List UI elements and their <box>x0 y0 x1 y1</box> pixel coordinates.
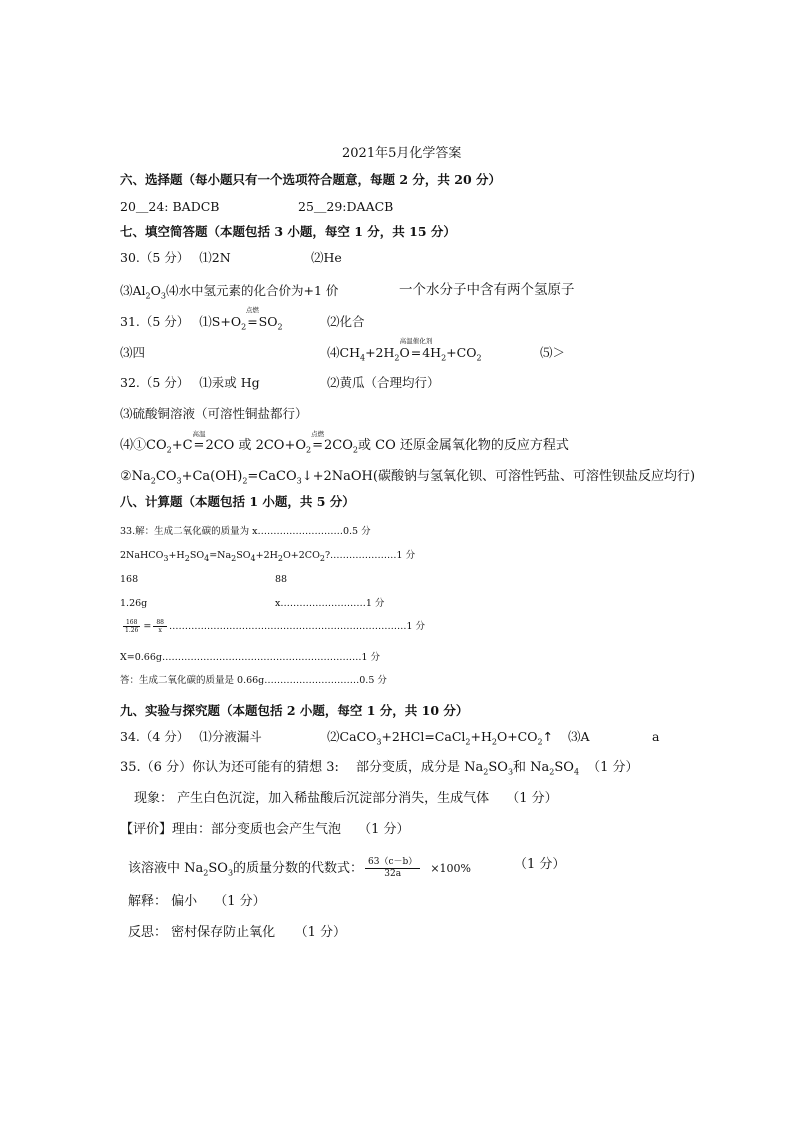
sub: 2 <box>476 353 482 363</box>
sub: 2 <box>231 553 237 563</box>
q35-part: 和 Na <box>513 760 550 775</box>
sub: 2 <box>306 445 312 455</box>
q31-part4c: O <box>399 345 410 360</box>
fraction-denominator: x <box>158 627 162 634</box>
fraction-denominator: 32a <box>384 869 402 879</box>
sub: 2 <box>203 868 209 878</box>
reaction-equals: 高温 = <box>192 430 206 453</box>
sub: 2 <box>150 476 156 486</box>
page-title: 2021年5月化学答案 <box>342 146 462 161</box>
reaction-equals: 点燃 = <box>311 430 325 453</box>
q31-part4a: ⑷CH <box>327 345 360 360</box>
reaction-condition: 点燃 <box>311 430 325 438</box>
q31-part1b: SO <box>258 314 278 329</box>
sub: 2 <box>549 767 555 777</box>
q35-explanation: 解释： 偏小 （1 分） <box>128 894 266 909</box>
q30-part4: 一个水分子中含有两个氢原子 <box>399 282 575 298</box>
q30-part3b: O <box>150 283 161 298</box>
q31-part4b: +2H <box>365 345 395 360</box>
q32-label: 32.（5 分） <box>120 375 190 390</box>
sub: 4 <box>573 767 580 777</box>
q31-part4e: +CO <box>446 345 477 360</box>
sub: 3 <box>227 868 234 878</box>
q32-part4e: 或 CO 还原金属氧化物的反应方程式 <box>358 438 569 453</box>
q32-part1: ⑴汞或 Hg <box>199 375 260 390</box>
q31-part2: ⑵化合 <box>327 314 365 329</box>
q31-part1: ⑴S+O <box>199 314 242 329</box>
calc-equation <box>120 548 415 564</box>
eq-part: SO <box>236 550 251 561</box>
q32-line1 <box>120 375 260 391</box>
answers-20-24: 20＿24: BADCB <box>120 199 220 214</box>
sub: 2 <box>241 322 247 332</box>
sub: 2 <box>483 767 489 777</box>
eq-part: O+2CO <box>283 550 320 561</box>
fraction-numerator: 168 <box>123 619 140 627</box>
q31-part3: ⑶四 <box>120 345 146 360</box>
q32-part3: ⑶硫酸铜溶液（可溶性铜盐都行） <box>120 406 308 421</box>
q35-formula-line <box>128 857 471 880</box>
sub: 3 <box>176 476 182 486</box>
q34-label: 34.（4 分） <box>120 729 190 744</box>
sub: 2 <box>277 322 283 332</box>
sub: 4 <box>359 353 366 363</box>
reaction-condition: 高温 <box>192 430 206 438</box>
q31-label: 31.（5 分） <box>120 314 190 329</box>
sub: 2 <box>491 737 497 747</box>
q32-part4b: +C <box>171 438 193 453</box>
q30-line1 <box>120 250 231 266</box>
sub: 3 <box>163 553 169 563</box>
q35-part: SO <box>554 760 574 775</box>
q35-formula-label: 该溶液中 Na <box>128 861 204 876</box>
sub: 2 <box>184 553 190 563</box>
fraction-numerator: 63（c－b） <box>365 857 420 869</box>
q32-part5d: =CaCO <box>247 469 297 484</box>
calc-result: X=0.66g………………………………………………………1 分 <box>120 652 381 663</box>
answers-25-29: 25＿29:DAACB <box>298 199 394 214</box>
eq-part: +H <box>168 550 185 561</box>
sub: 2 <box>242 476 248 486</box>
q32-part4 <box>120 430 569 455</box>
calc-answer: 答：生成二氧化碳的质量是 0.66g…………………………0.5 分 <box>120 675 387 686</box>
section-8-heading: 八、计算题（本题包括 1 小题，共 5 分） <box>120 494 355 509</box>
q32-part5b: CO <box>155 469 177 484</box>
q35-formula-label: SO <box>208 861 228 876</box>
fraction-denominator: 1.26 <box>125 627 139 634</box>
sub: 4 <box>250 553 256 563</box>
q34-line <box>120 729 262 745</box>
q30-part3: ⑶Al <box>120 283 146 298</box>
sub: 2 <box>166 445 172 455</box>
eq-part: SO <box>189 550 205 561</box>
q32-part4d: 2CO <box>324 438 353 453</box>
fraction <box>365 857 420 880</box>
q30-part2: ⑵He <box>311 250 342 265</box>
q30-part3c: ⑷水中氢元素的化合价为+1 价 <box>165 283 339 298</box>
calc-ratio-88: 88 <box>275 574 288 585</box>
sub: 2 <box>145 291 151 301</box>
q32-part5e: ↓+2NaOH(碳酸钠与氢氧化钡、可溶性钙盐、可溶性钡盐反应均行) <box>301 469 696 484</box>
sub: 3 <box>376 737 382 747</box>
q32-part5c: +Ca(OH) <box>181 469 243 484</box>
reaction-equals: 高温催化剂 = <box>399 337 433 360</box>
q32-part4a: ⑷①CO <box>120 438 167 453</box>
sub: 4 <box>204 553 210 563</box>
calc-line1: 33.解：生成二氧化碳的质量为 x………………………0.5 分 <box>120 526 371 537</box>
eq-part: =Na <box>209 550 232 561</box>
q34-part2a: ⑵CaCO <box>327 729 377 744</box>
q31-part4 <box>327 337 482 363</box>
q31-part4d: 4H <box>422 345 442 360</box>
fraction <box>122 619 141 634</box>
sub: 3 <box>507 767 514 777</box>
q32-part5a: ②Na <box>120 469 151 484</box>
sub: 2 <box>319 553 325 563</box>
sub: 3 <box>160 291 166 301</box>
reaction-equals: 点燃 = <box>245 306 259 329</box>
section-6-heading: 六、选择题（每小题只有一个选项符合题意，每题 2 分，共 20 分） <box>120 172 502 187</box>
calc-proportion: $\frac{168}{1.26}$ = $\frac{88}{x}$ …………………………………………………………………1 分 <box>120 619 425 635</box>
q35-part: 35.（6 分）你认为还可能有的猜想 3: 部分变质，成分是 Na <box>120 760 484 775</box>
sub: 2 <box>537 737 543 747</box>
q35-score: （1 分） <box>514 857 566 872</box>
calc-ratio-168: 168 <box>120 574 139 585</box>
q34-part3: ⑶A <box>568 729 590 744</box>
q32-part5 <box>120 469 695 485</box>
section-9-heading: 九、实验与探究题（本题包括 2 小题，每空 1 分，共 10 分） <box>120 703 469 718</box>
eq-part: +2H <box>255 550 278 561</box>
q32-part4c: 2CO 或 2CO+O <box>205 438 307 453</box>
q35-percent: ×100% <box>430 862 471 875</box>
sub: 2 <box>277 553 284 563</box>
calc-x: x………………………1 分 <box>275 598 385 609</box>
q34-part2c: +H <box>470 729 492 744</box>
calc-dots: …………………………………………………………………1 分 <box>168 621 426 632</box>
q35-formula-label: 的质量分数的代数式： <box>233 861 364 876</box>
sub: 2 <box>394 353 400 363</box>
fraction <box>153 619 167 634</box>
sub: 3 <box>296 476 302 486</box>
q31-part5: ⑸＞ <box>540 345 566 360</box>
reaction-condition: 高温催化剂 <box>399 337 433 345</box>
sub: 2 <box>352 445 359 455</box>
q35-line1 <box>120 760 638 776</box>
sub: 2 <box>441 353 447 363</box>
q32-part2: ⑵黄瓜（合理均行） <box>327 375 440 390</box>
eq-part: ?…………………1 分 <box>324 550 416 561</box>
calc-mass: 1.26g <box>120 598 148 609</box>
q34-part2b: +2HCl=CaCl <box>381 729 466 744</box>
reaction-condition: 点燃 <box>245 306 259 314</box>
q35-reflection: 反思： 密村保存防止氧化 （1 分） <box>128 925 347 940</box>
fraction-numerator: 88 <box>153 619 167 627</box>
q35-part: （1 分） <box>587 760 639 775</box>
q34-part2d: O+CO <box>496 729 538 744</box>
q34-part1: ⑴分液漏斗 <box>199 729 262 744</box>
q30-part1: ⑴2N <box>199 250 231 265</box>
q35-part: SO <box>488 760 508 775</box>
q30-label: 30.（5 分） <box>120 250 190 265</box>
sub: 2 <box>465 737 471 747</box>
q35-evaluation: 【评价】理由：部分变质也会产生气泡 （1 分） <box>120 822 410 837</box>
eq-part: 2NaHCO <box>120 550 164 561</box>
gas-arrow-icon: ↑ <box>542 729 554 744</box>
q34-part2 <box>327 729 553 745</box>
q30-line2 <box>120 283 338 299</box>
q35-observation: 现象： 产生白色沉淀，加入稀盐酸后沉淀部分消失，生成气体 （1 分） <box>134 791 558 806</box>
q34-part4: a <box>652 729 660 744</box>
section-7-heading: 七、填空简答题（本题包括 3 小题，每空 1 分，共 15 分） <box>120 224 456 239</box>
q31-line1 <box>120 306 283 332</box>
